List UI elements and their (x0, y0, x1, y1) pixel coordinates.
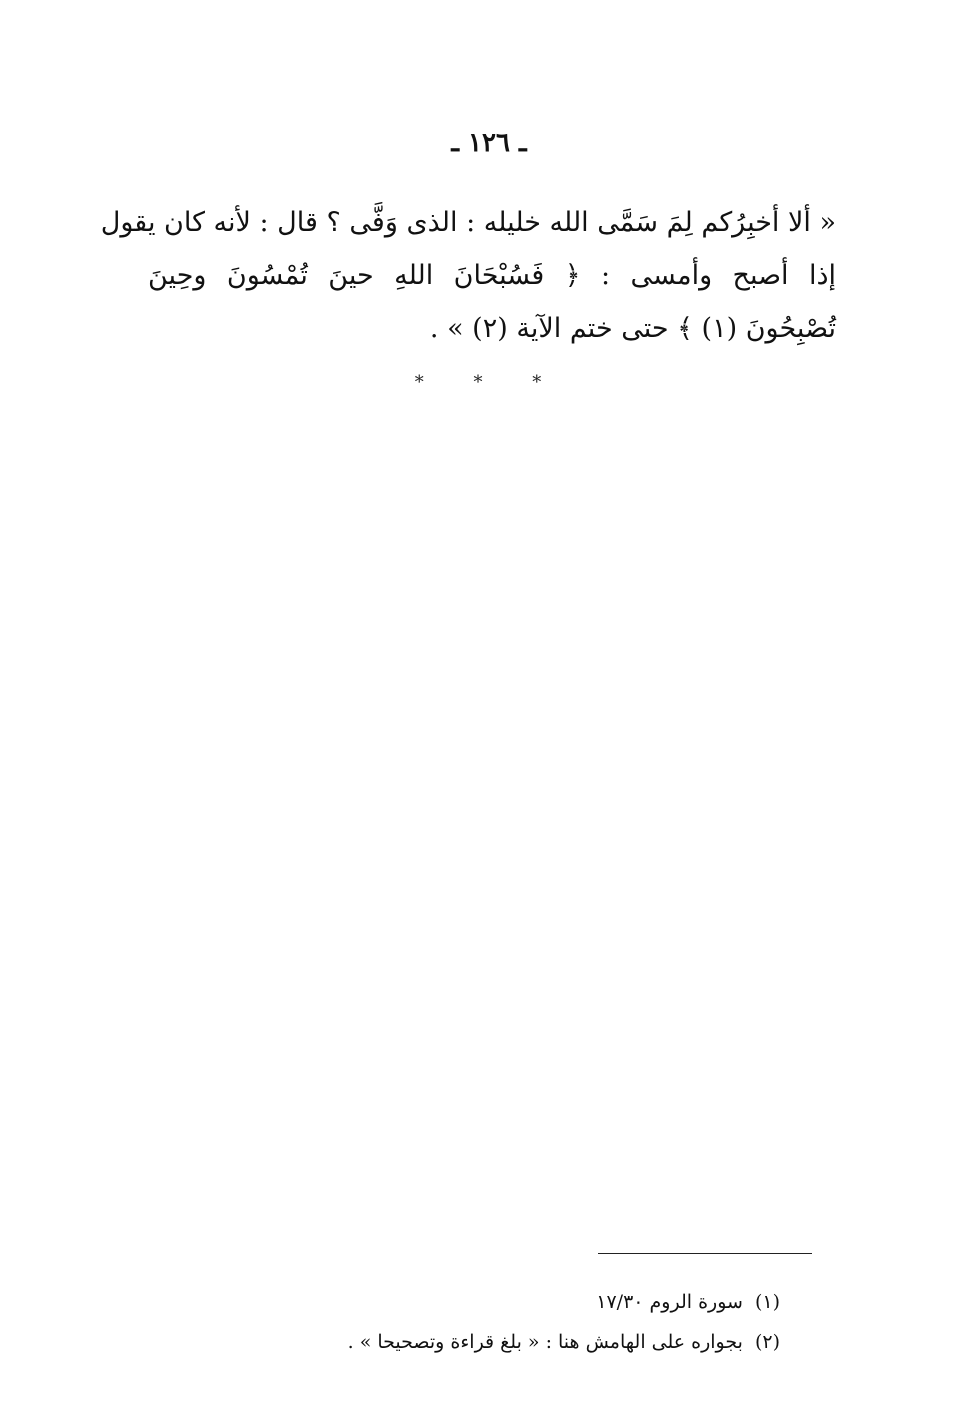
footnote-divider (598, 1253, 812, 1254)
footnote (200, 1282, 780, 1322)
footnote-number: (٢) (754, 1331, 780, 1353)
body-paragraph (100, 196, 836, 355)
footnote-number: (١) (754, 1291, 780, 1313)
body-line: إذا أصبح وأمسى : ﴿ فَسُبْحَانَ اللهِ حينَ تُمْسُونَ وحِينَ (148, 260, 836, 291)
footnote-text: بجواره على الهامش هنا : « بلغ قراءة وتصحيحا » . (347, 1331, 743, 1353)
footnotes (200, 1282, 780, 1362)
section-separator: * * * (414, 372, 564, 393)
body-line: « ألا أخبِرُكم لِمَ سَمَّى الله خليله : الذى وَفَّى ؟ قال : لأنه كان يقول (100, 207, 836, 238)
footnote-text: سورة الروم ١٧/٣٠ (596, 1291, 743, 1313)
footnote (200, 1322, 780, 1362)
body-line: تُصْبِحُونَ (١) ﴾ حتى ختم الآية (٢) » . (429, 313, 836, 344)
page-number: ـ ١٢٦ ـ (451, 128, 527, 158)
